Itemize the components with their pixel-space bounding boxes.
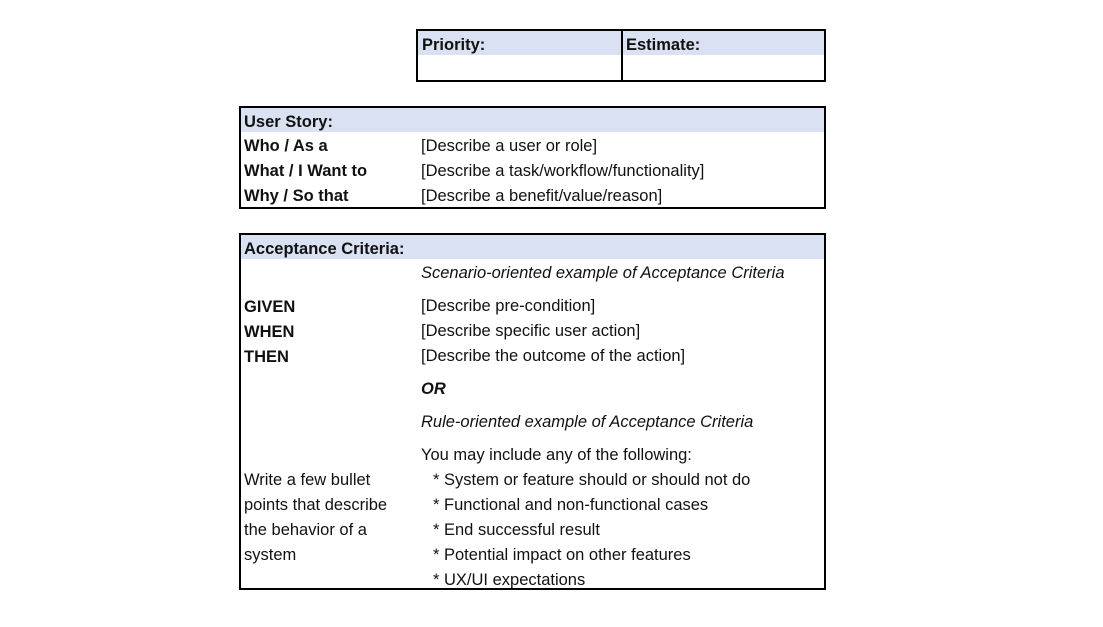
then-label: THEN <box>244 348 289 366</box>
estimate-label: Estimate: <box>626 36 701 54</box>
user-story-why-label: Why / So that <box>244 187 349 205</box>
priority-estimate-divider <box>621 31 623 80</box>
then-value: [Describe the outcome of the action] <box>421 347 686 365</box>
user-story-table <box>239 106 826 209</box>
bullet-item: * Potential impact on other features <box>433 546 691 564</box>
bullet-item: * UX/UI expectations <box>433 571 586 589</box>
user-story-who-value: [Describe a user or role] <box>421 137 598 155</box>
or-label: OR <box>421 380 446 398</box>
bullet-item: * System or feature should or should not do <box>433 471 751 489</box>
left-note-line: points that describe <box>244 496 388 514</box>
priority-label: Priority: <box>422 36 486 54</box>
include-intro: You may include any of the following: <box>421 446 692 464</box>
given-value: [Describe pre-condition] <box>421 297 596 315</box>
priority-estimate-table <box>416 29 826 82</box>
rule-heading: Rule-oriented example of Acceptance Criteria <box>421 413 754 431</box>
acceptance-criteria-table <box>239 233 826 590</box>
scenario-heading: Scenario-oriented example of Acceptance Criteria <box>421 264 785 282</box>
acceptance-criteria-title: Acceptance Criteria: <box>244 240 405 258</box>
bullet-item: * Functional and non-functional cases <box>433 496 709 514</box>
user-story-title: User Story: <box>244 113 333 131</box>
when-label: WHEN <box>244 323 295 341</box>
left-note-line: the behavior of a <box>244 521 367 539</box>
left-note-line: system <box>244 546 297 564</box>
given-label: GIVEN <box>244 298 296 316</box>
left-note-line: Write a few bullet <box>244 471 371 489</box>
bullet-item: * End successful result <box>433 521 600 539</box>
user-story-who-label: Who / As a <box>244 137 328 155</box>
user-story-what-value: [Describe a task/workflow/functionality] <box>421 162 705 180</box>
user-story-what-label: What / I Want to <box>244 162 368 180</box>
user-story-why-value: [Describe a benefit/value/reason] <box>421 187 663 205</box>
when-value: [Describe specific user action] <box>421 322 641 340</box>
